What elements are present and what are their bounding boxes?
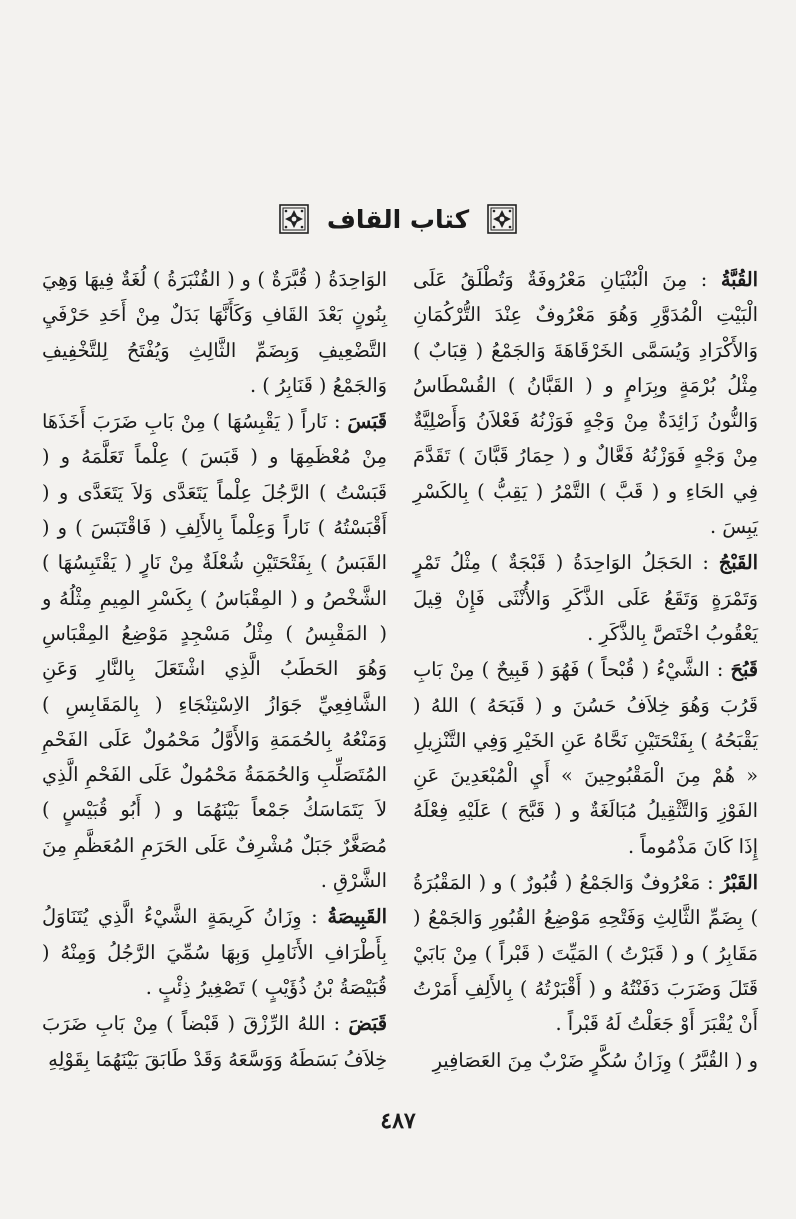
entry-text: : نَاراً ( يَقْبِسُهَا ) مِنْ بَابِ ضَرَبَ أَخَذَهَا مِنْ مُعْظَمِهَا و ( قَبَسَ ) عِلْماً تَعَلَّمَهُ و ( قَبَسْتُ ) الرَّجُلَ عِلْماً يَتَعَدَّى وَلاَ يَتَعَدَّى و ( أَقْبَسْتُهُ ) نَاراً وَعِلْماً بِالأَلِفِ ( فَاقْتَبَسَ ) و ( القَبَسُ ) بِفَتْحَتَيْنِ شُعْلَةٌ مِنْ نَارٍ ( يَقْتَبِسُهَا ) الشَّخْصُ و ( المِقْبَاسُ ) بِكَسْرِ المِيمِ مِثْلُهُ و ( المَقْبِسُ ) مِثْلُ مَسْجِدٍ مَوْضِعُ المِقْبَاسِ وَهُوَ الحَطَبُ الَّذِي اشْتَعَلَ بِالنَّارِ وَعَنِ الشَّافِعِيِّ جَوَازُ الاِسْتِنْجَاءِ ( بِالمَقَابِسِ ) وَمَنْعُهُ بِالحُمَمَةِ وَالأَوَّلُ مَحْمُولٌ عَلَى الفَحْمِ المُتَصَلِّبِ وَالحُمَمَةُ مَحْمُولٌ عَلَى الفَحْمِ الَّذِي لاَ يَتَمَاسَكُ جَمْعاً بَيْنَهُمَا و ( أَبُو قُبَيْسٍ ) مُصَغَّرٌ جَبَلٌ مُشْرِفٌ عَلَى الحَرَمِ المُعَظَّمِ مِنَ الشَّرْقِ . [42,410,387,893]
entry-qabada [42,1006,387,1077]
entry-qabisa [42,899,387,1005]
entry-qabj [413,545,758,651]
entry-text: : الحَجَلُ الوَاحِدَةُ ( قَبْجَةٌ ) مِثْلُ تَمْرٍ وَتَمْرَةٍ وَتَقَعُ عَلَى الذَّكَرِ وَالأُنْثَى فَإِنْ قِيلَ يَعْقُوبُ اخْتَصَّ بِالذَّكَرِ . [413,551,758,645]
entry-text: : مَعْرُوفٌ وَالجَمْعُ ( قُبُورٌ ) و ( المَقْبُرَةُ ) بِضَمِّ الثَّالِثِ وَفَتْحِهِ مَوْضِعُ القُبُورِ وَالجَمْعُ ( مَقَابِرُ ) و ( قَبَرْتُ ) المَيِّتَ ( قَبْراً ) مِنْ بَابَيْ قَتَلَ وَضَرَبَ دَفَنْتُهُ و ( أَقْبَرْتُهُ ) بِالأَلِفِ أَمَرْتُ أَنْ يُقْبَرَ أَوْ جَعَلْتُ لَهُ قَبْراً . [413,871,758,1036]
page-header [0,196,796,242]
entry-qabuha [413,652,758,864]
entry-qabr [413,865,758,1041]
ornament-left-icon [279,204,309,234]
page-number: ٤٨٧ [380,1108,416,1134]
headword: قَبَضَ [348,1012,387,1036]
headword: القَبِيصَةُ [327,905,387,929]
right-column [413,262,758,1078]
entry-text: : مِنَ الْبُنْيَانِ مَعْرُوفَةٌ وَتُطْلَقُ عَلَى الْبَيْتِ الْمُدَوَّرِ وَهُوَ مَعْرُوفٌ عِنْدَ التُّرْكُمَانِ وَالأَكْرَادِ وَيُسَمَّى الخَرْقَاهَةَ وَالجَمْعُ ( قِبَابٌ ) مِثْلُ بُرْمَةٍ وبِرَامٍ و ( القَبَّانُ ) القُسْطَاسُ وَالنُّونُ زَائِدَةٌ مِنْ وَجْهٍ فَوَزْنُهُ فَعْلاَنُ وَأَصْلِيَّةٌ مِنْ وَجْهٍ فَوَزْنُهُ فَعَّالٌ و ( حِمَارُ قَبَّانَ ) تَقَدَّمَ فِي الحَاءِ و ( قَبَّ ) التَّمْرُ ( يَقِبُّ ) بِالكَسْرِ يَبِسَ . [413,268,758,539]
entry-qubbar [413,1043,758,1078]
entry-qubbar-cont [42,262,387,403]
left-column [42,262,387,1077]
entry-text: و ( القُبَّرُ ) وِزَانُ سُكَّرٍ ضَرْبٌ مِنَ العَصَافِيرِ [432,1048,758,1072]
headword: القَبْجُ [718,551,758,575]
page-title: كتاب القاف [326,204,470,234]
headword: قَبَسَ [347,410,387,434]
headword: القُبَّةُ [720,268,758,291]
ornament-right-icon [487,204,517,234]
headword: قَبُحَ [730,658,758,682]
headword: القَبْرُ [720,871,758,895]
entry-qubba [413,262,758,544]
entry-text: : اللهُ الرِّزْقَ ( قَبْضاً ) مِنْ بَابِ ضَرَبَ خِلاَفُ بَسَطَهُ وَوَسَّعَهُ وَقَدْ طَابَقَ بَيْنَهُمَا بِقَوْلِهِ [42,1012,387,1071]
entry-text: : وِزَانُ كَرِيمَةٍ الشَّيْءُ الَّذِي يُتَنَاوَلُ بِأَطْرَافِ الأَنَامِلِ وَبِهَا سُمِّيَ الرَّجُلُ وَمِنْهُ ( قُبَيْصَةُ بْنُ ذُؤَيْبٍ ) تَصْغِيرُ ذِئْبٍ . [42,905,387,999]
entry-text: : الشَّيْءُ ( قُبْحاً ) فَهُوَ ( قَبِيحٌ ) مِنْ بَابِ قَرُبَ وَهُوَ خِلاَفُ حَسُنَ و ( قَبَحَهُ ) اللهُ ( يَقْبَحُهُ ) بِفَتْحَتَيْنِ نَحَّاهُ عَنِ الخَيْرِ وَفِي التَّنْزِيلِ « هُمْ مِنَ الْمَقْبُوحِينَ » أَيِ الْمُبْعَدِينَ عَنِ الفَوْزِ وَالتَّثْقِيلُ مُبَالَغَةٌ و ( قَبَّحَ ) عَلَيْهِ فِعْلَهُ إِذَا كَانَ مَذْمُوماً . [413,658,758,858]
entry-qabasa [42,404,387,898]
entry-text: الوَاحِدَةُ ( قُبَّرَةٌ ) و ( القُنْبَرَةُ ) لُغَةٌ فِيهَا وَهِيَ بِنُونٍ بَعْدَ القَافِ وَكَأَنَّهَا بَدَلٌ مِنْ أَحَدِ حَرْفَيِ التَّضْعِيفِ وَبِضَمِّ الثَّالِثِ وَيُفْتَحُ لِلتَّخْفِيفِ وَالجَمْعُ ( قَنَابِرُ ) . [42,268,387,397]
